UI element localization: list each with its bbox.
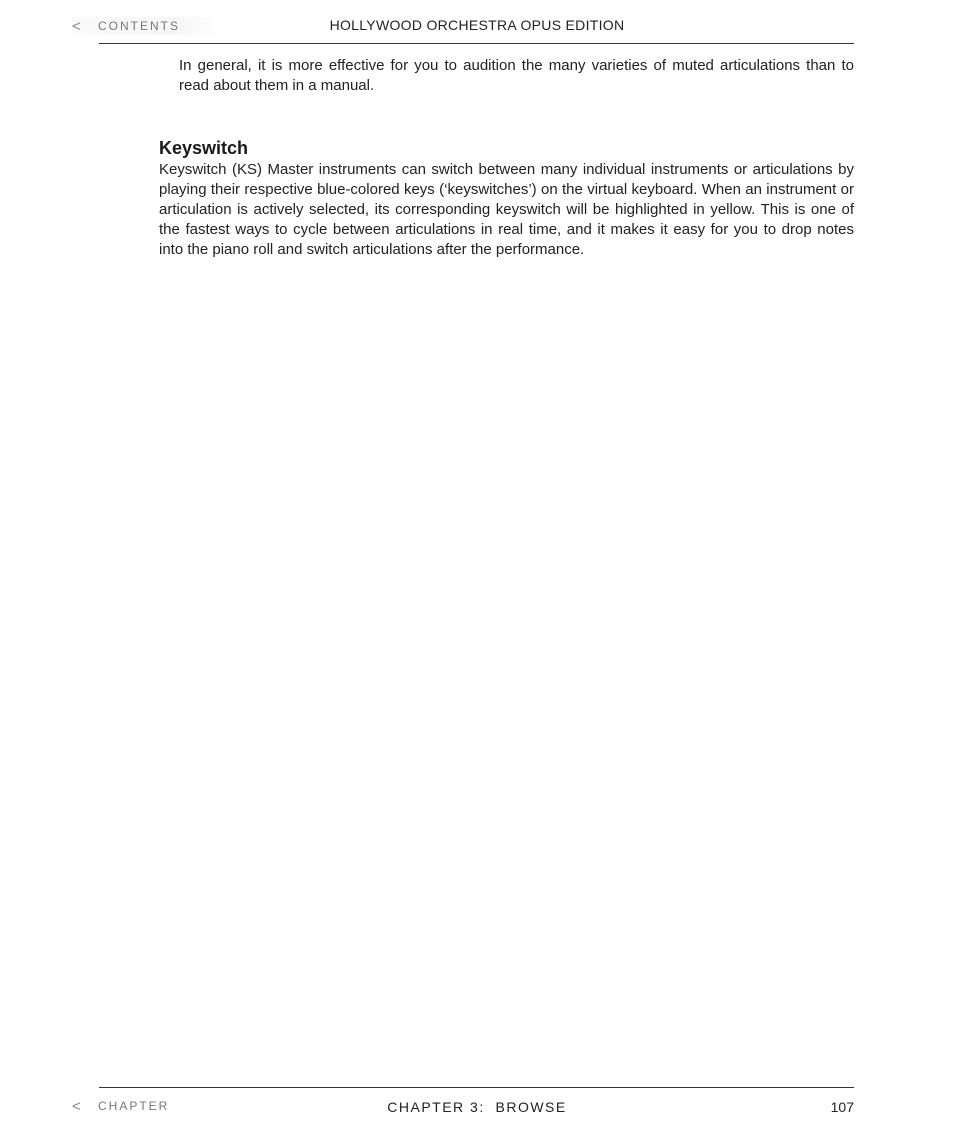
contents-link-label: CONTENTS [98,19,180,33]
page-number: 107 [830,1099,854,1115]
chapter-link-label: CHAPTER [98,1099,170,1113]
footer-divider [99,1087,854,1088]
chevron-left-icon: < [72,1097,81,1115]
chapter-title: CHAPTER 3: BROWSE [387,1099,567,1115]
document-title: HOLLYWOOD ORCHESTRA OPUS EDITION [329,17,625,33]
intro-paragraph: In general, it is more effective for you to audition the many varieties of muted articulations than to read about them in a manual. [179,57,854,94]
section-heading: Keyswitch [159,138,249,158]
chevron-left-icon: < [72,17,81,35]
section-paragraph: Keyswitch (KS) Master instruments can switch between many individual instruments or articulations by playing their respective blue-colored keys (‘keyswitches’) on the virtual keyboard. When an instrument or articulation is actively selected, its corresponding keyswitch will be highlighted in yellow. This is one of the fastest ways to cycle between articulations in real time, and it makes it easy for you to drop notes into the piano roll and switch articulations after the performance. [159,161,854,258]
header-divider [99,43,854,44]
